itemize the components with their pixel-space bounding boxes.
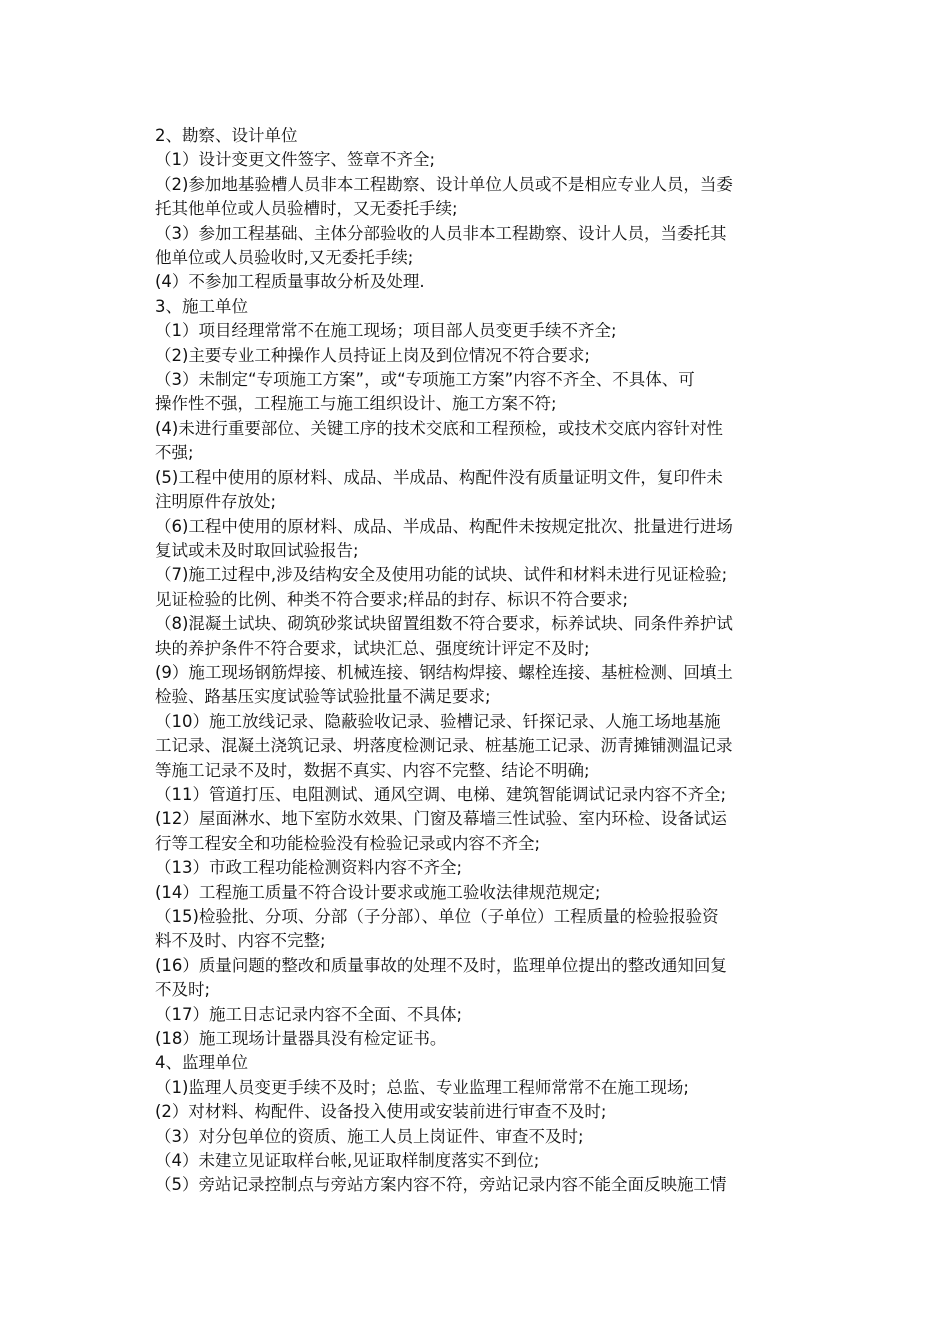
text-line: (9）施工现场钢筋焊接、机械连接、钢结构焊接、螺栓连接、基桩检测、回填土 <box>155 662 733 682</box>
text-line: （3）对分包单位的资质、施工人员上岗证件、审查不及时; <box>155 1126 584 1146</box>
text-line: （13）市政工程功能检测资料内容不齐全; <box>155 858 463 878</box>
text-line: （11）管道打压、电阻测试、通风空调、电梯、建筑智能调试记录内容不齐全; <box>155 784 727 804</box>
text-line: （1）项目经理常常不在施工现场；项目部人员变更手续不齐全; <box>155 321 617 341</box>
document-page <box>155 124 805 1198</box>
text-line: 行等工程安全和功能检验没有检验记录或内容不齐全; <box>155 833 541 853</box>
text-line: (5)工程中使用的原材料、成品、半成品、构配件没有质量证明文件，复印件未 <box>155 467 723 487</box>
text-line: （6)工程中使用的原材料、成品、半成品、构配件未按规定批次、批量进行进场 <box>155 516 733 536</box>
text-line: 见证检验的比例、种类不符合要求;样品的封存、标识不符合要求; <box>155 589 629 609</box>
section-heading-supervision: 4、监理单位 <box>155 1053 248 1073</box>
text-line: (14）工程施工质量不符合设计要求或施工验收法律规范规定; <box>155 882 601 902</box>
text-line: 等施工记录不及时，数据不真实、内容不完整、结论不明确; <box>155 760 590 780</box>
text-line: （3）未制定“专项施工方案”，或“专项施工方案”内容不齐全、不具体、可 <box>155 370 695 390</box>
text-line: 检验、路基压实度试验等试验批量不满足要求; <box>155 687 491 707</box>
text-line: （1）设计变更文件签字、签章不齐全; <box>155 150 436 170</box>
text-line: 操作性不强，工程施工与施工组织设计、施工方案不符; <box>155 394 557 414</box>
text-line: （15)检验批、分项、分部（子分部）、单位（子单位）工程质量的检验报验资 <box>155 907 719 926</box>
text-line: (2）对材料、构配件、设备投入使用或安装前进行审查不及时; <box>155 1102 607 1122</box>
text-line: (4）不参加工程质量事故分析及处理. <box>155 272 425 292</box>
text-line: 不强; <box>155 443 194 463</box>
text-line: (16）质量问题的整改和质量事故的处理不及时，监理单位提出的整改通知回复 <box>155 955 727 975</box>
section-heading-survey-design: 2、勘察、设计单位 <box>155 126 298 145</box>
text-line: (4)未进行重要部位、关键工序的技术交底和工程预检，或技术交底内容针对性 <box>155 418 723 438</box>
text-line: 料不及时、内容不完整; <box>155 931 326 951</box>
text-line: （10）施工放线记录、隐蔽验收记录、验槽记录、钎探记录、人施工场地基施 <box>155 711 721 731</box>
text-line: 不及时; <box>155 980 211 1000</box>
text-line: 块的养护条件不符合要求，试块汇总、强度统计评定不及时; <box>155 638 590 658</box>
text-line: （4）未建立见证取样台帐,见证取样制度落实不到位; <box>155 1151 540 1171</box>
text-line: （2)主要专业工种操作人员持证上岗及到位情况不符合要求; <box>155 345 590 365</box>
text-line: (12）屋面淋水、地下室防水效果、门窗及幕墙三性试验、室内环检、设备试运 <box>155 809 727 829</box>
text-line: 托其他单位或人员验槽时，又无委托手续; <box>155 199 458 219</box>
text-line: (18）施工现场计量器具没有检定证书。 <box>155 1029 447 1049</box>
section-heading-construction: 3、施工单位 <box>155 296 248 316</box>
text-line: （5）旁站记录控制点与旁站方案内容不符，旁站记录内容不能全面反映施工情 <box>155 1175 727 1195</box>
text-line: （2)参加地基验槽人员非本工程勘察、设计单位人员或不是相应专业人员，当委 <box>155 174 733 194</box>
text-line: （3）参加工程基础、主体分部验收的人员非本工程勘察、设计人员，当委托其 <box>155 223 727 243</box>
text-line: （7)施工过程中,涉及结构安全及使用功能的试块、试件和材料未进行见证检验; <box>155 565 728 585</box>
text-line: 复试或未及时取回试验报告; <box>155 540 359 560</box>
text-line: 注明原件存放处; <box>155 492 277 512</box>
text-line: （1)监理人员变更手续不及时；总监、专业监理工程师常常不在施工现场; <box>155 1077 689 1097</box>
text-line: 他单位或人员验收时,又无委托手续; <box>155 248 414 268</box>
text-line: （8)混凝土试块、砌筑砂浆试块留置组数不符合要求，标养试块、同条件养护试 <box>155 614 733 634</box>
text-line: 工记录、混凝土浇筑记录、坍落度检测记录、桩基施工记录、沥青摊铺测温记录 <box>155 736 733 756</box>
text-line: （17）施工日志记录内容不全面、不具体; <box>155 1004 463 1024</box>
